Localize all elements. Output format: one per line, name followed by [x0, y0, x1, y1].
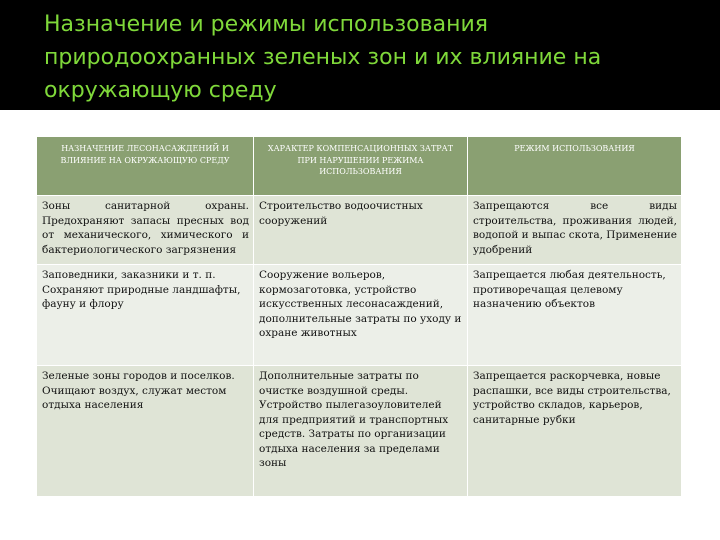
table-cell: Запрещаются все виды строительства, проживания людей, водопой и выпас скота, Применение удобрений: [468, 196, 682, 265]
header-purpose: НАЗНАЧЕНИЕ ЛЕСОНАСАЖДЕНИЙ И ВЛИЯНИЕ НА ОКРУЖАЮЩУЮ СРЕДУ: [37, 137, 254, 196]
table-cell: Заповедники, заказники и т. п. Сохраняют природные ландшафты, фауну и флору: [37, 265, 254, 366]
table-cell: Строительство водоочистных сооружений: [254, 196, 468, 265]
info-table: [36, 136, 682, 497]
table-row: [37, 265, 682, 366]
table-cell: Сооружение вольеров, кормозаготовка, устройство искусственных лесонасаждений, дополнительные затраты по уходу и охране животных: [254, 265, 468, 366]
table-cell: Зоны санитарной охраны. Предохраняют запасы пресных вод от механического, химического и бактериологического загрязнения: [37, 196, 254, 265]
header-usage-mode: РЕЖИМ ИСПОЛЬЗОВАНИЯ: [468, 137, 682, 196]
header-compensation: ХАРАКТЕР КОМПЕНСАЦИОННЫХ ЗАТРАТ ПРИ НАРУШЕНИИ РЕЖИМА ИСПОЛЬЗОВАНИЯ: [254, 137, 468, 196]
table-cell: Зеленые зоны городов и поселков. Очищают воздух, служат местом отдыха населения: [37, 366, 254, 497]
table-row: [37, 196, 682, 265]
title-bar: [0, 0, 720, 110]
table-header-row: [37, 137, 682, 196]
slide-title: Назначение и режимы использования природоохранных зеленых зон и их влияние на окружающую среду: [44, 12, 602, 103]
table-row: [37, 366, 682, 497]
table-cell: Запрещается любая деятельность, противоречащая целевому назначению объектов: [468, 265, 682, 366]
table-cell: Дополнительные затраты по очистке воздушной среды. Устройство пылегазоуловителей для предприятий и транспортных средств. Затраты по организации отдыха населения за пределами зоны: [254, 366, 468, 497]
table-cell: Запрещается раскорчевка, новые распашки, все виды строительства, устройство складов, карьеров, санитарные рубки: [468, 366, 682, 497]
